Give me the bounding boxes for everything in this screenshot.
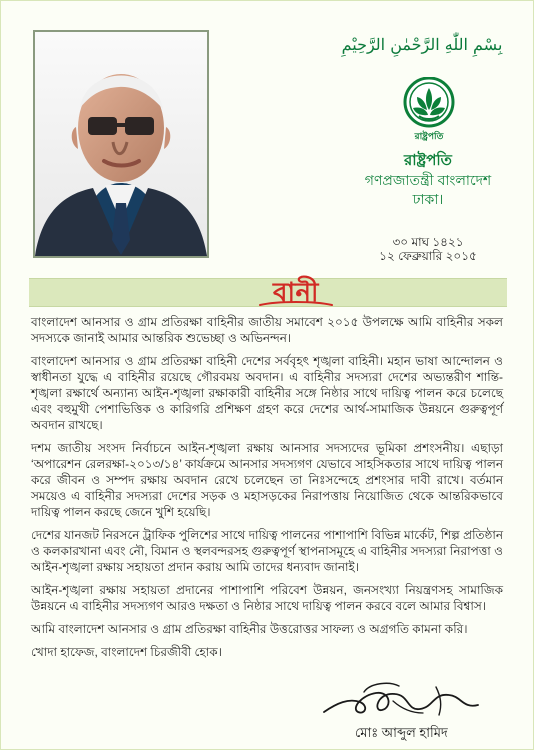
message-heading-band bbox=[29, 278, 507, 307]
message-paragraph-3: দশম জাতীয় সংসদ নির্বাচনে আইন-শৃঙ্খলা রক্ষায় আনসার সদস্যদের ভূমিকা প্রশংসনীয়। এছাড়া ‘অপারেশন রেলরক্ষা-২০১৩/১৪’ কার্যক্রমে আনসার সদস্যগণ যেভাবে সাহসিকতার সাথে দায়িত্ব পালন করে জীবন ও সম্পদ রক্ষায় অবদান রেখে চলেছেন তা নিঃসন্দেহে প্রশংসার দাবী রাখে। বর্তমান সময়েও এ বাহিনীর সদস্যরা দেশের সড়ক ও মহাসড়কের নিরাপত্তায় নিয়োজিত থেকে আন্তরিকভাবে দায়িত্ব পালন করছে জেনে খুশি হয়েছি। bbox=[31, 441, 503, 519]
office-title-block bbox=[333, 151, 523, 209]
handwritten-signature bbox=[316, 677, 486, 725]
heading-flourish-icon bbox=[258, 300, 334, 308]
closing-line: খোদা হাফেজ, বাংলাদেশ চিরজীবী হোক। bbox=[31, 645, 222, 659]
date-gregorian: ১২ ফেব্রুয়ারি ২০১৫ bbox=[379, 249, 477, 263]
message-heading: বানী bbox=[273, 278, 319, 308]
message-paragraph-2: বাংলাদেশ আনসার ও গ্রাম প্রতিরক্ষা বাহিনী দেশের সর্ববৃহৎ শৃঙ্খলা বাহিনী। মহান ভাষা আন্দোলন ও স্বাধীনতা যুদ্ধে এ বাহিনীর রয়েছে গৌরবময় অবদান। এ বাহিনীর সদস্যরা দেশের অভ্যন্তরীণ শান্তি-শৃঙ্খলা রক্ষার্থে অন্যান্য আইন-শৃঙ্খলা রক্ষাকারী বাহিনীর সঙ্গে নিষ্ঠার সাথে দায়িত্ব পালন করে চলেছে এবং বহুমুখী পেশাভিত্তিক ও কারিগরি প্রশিক্ষণ গ্রহণ করে দেশের আর্থ-সামাজিক উন্নয়নে গুরুত্বপূর্ণ অবদান রাখছে। bbox=[31, 354, 503, 432]
message-paragraph-5: আইন-শৃঙ্খলা রক্ষায় সহায়তা প্রদানের পাশাপাশি পরিবেশ উন্নয়ন, জনসংখ্যা নিয়ন্ত্রণসহ সামাজিক উন্নয়নে এ বাহিনীর সদস্যগণ আরও দক্ষতা ও নিষ্ঠার সাথে দায়িত্ব পালন করবে বলে আমার বিশ্বাস। bbox=[31, 583, 503, 613]
seal-caption: রাষ্ট্রপতি bbox=[414, 131, 444, 141]
message-body bbox=[31, 314, 503, 667]
date-bangla: ৩০ মাঘ ১৪২১ bbox=[392, 235, 464, 249]
office-title: রাষ্ট্রপতি bbox=[404, 152, 452, 169]
signer-name: মোঃ আব্দুল হামিদ bbox=[355, 725, 448, 740]
country-name: গণপ্রজাতন্ত্রী বাংলাদেশ bbox=[364, 172, 492, 188]
city-name: ঢাকা। bbox=[412, 191, 444, 207]
date-block bbox=[333, 235, 523, 263]
president-portrait bbox=[33, 30, 209, 258]
presidential-seal-icon bbox=[399, 77, 459, 143]
message-paragraph-1: বাংলাদেশ আনসার ও গ্রাম প্রতিরক্ষা বাহিনীর জাতীয় সমাবেশ ২০১৫ উপলক্ষে আমি বাহিনীর সকল সদস্যকে জানাই আমার আন্তরিক শুভেচ্ছা ও অভিনন্দন। bbox=[31, 315, 503, 345]
message-paragraph-4: দেশের যানজট নিরসনে ট্রাফিক পুলিশের সাথে দায়িত্ব পালনের পাশাপাশি বিভিন্ন মার্কেট, শিল্প প্রতিষ্ঠান ও কলকারখানা এবং নৌ, বিমান ও স্থলবন্দরসহ গুরুত্বপূর্ণ স্থাপনাসমূহে এ বাহিনীর সদস্যরা নিরাপত্তা ও আইন-শৃঙ্খলা রক্ষায় সহায়তা প্রদান করায় আমি তাদের ধন্যবাদ জানাই। bbox=[31, 528, 503, 574]
message-paragraph-6: আমি বাংলাদেশ আনসার ও গ্রাম প্রতিরক্ষা বাহিনীর উত্তরোত্তর সাফল্য ও অগ্রগতি কামনা করি। bbox=[31, 622, 468, 636]
bismillah-calligraphy: بِسْمِ اللّٰهِ الرَّحْمٰنِ الرَّحِيْمِ bbox=[341, 35, 503, 54]
